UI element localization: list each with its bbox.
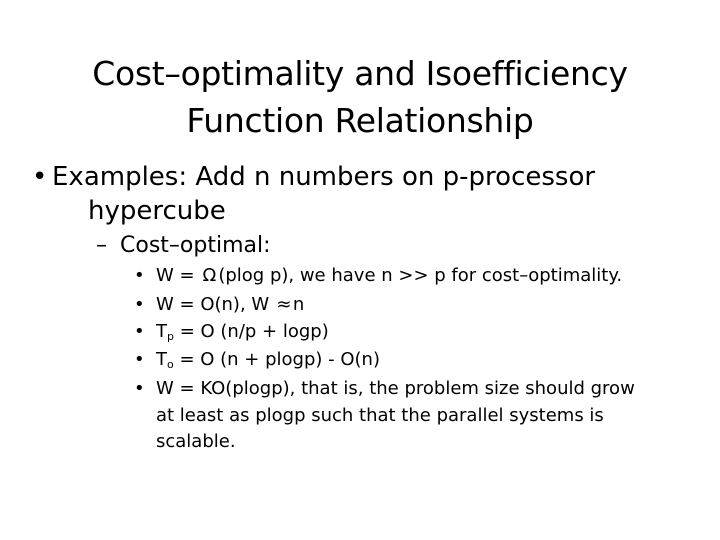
subbullet-marker: – — [96, 233, 107, 258]
item-2-post: n — [292, 294, 305, 315]
list-item — [134, 377, 635, 401]
bullet-marker: • — [32, 162, 48, 192]
item-1-post: (plog p), we have n >> p for cost–optimality. — [218, 265, 623, 286]
item-5-line-3: scalable. — [156, 431, 236, 452]
item-4-pre: T — [156, 349, 167, 370]
item-marker: • — [134, 349, 145, 370]
item-5-line-1: W = KO(plogp), that is, the problem size should grow — [156, 378, 635, 399]
item-5-line-2: at least as plogp such that the parallel systems is — [156, 405, 604, 426]
list-item — [134, 320, 329, 344]
item-1-pre: W = — [156, 265, 201, 286]
item-2-pre: W = O(n), W — [156, 294, 275, 315]
list-item — [134, 264, 622, 288]
subbullet-text: Cost–optimal: — [120, 233, 271, 258]
item-marker: • — [134, 265, 145, 286]
item-marker: • — [134, 378, 145, 399]
list-item — [134, 293, 304, 317]
list-item — [134, 348, 380, 372]
bullet-text-line-2: hypercube — [88, 196, 226, 226]
slide-title-line-1: Cost–optimality and Isoefficiency — [92, 54, 628, 93]
omega-symbol: Ω — [202, 265, 217, 286]
item-3-post: = O (n/p + logp) — [173, 321, 329, 342]
approx-symbol: ≈ — [276, 294, 292, 315]
item-3-subscript: p — [167, 330, 174, 343]
item-marker: • — [134, 321, 145, 342]
item-marker: • — [134, 294, 145, 315]
slide-title-line-2: Function Relationship — [186, 101, 534, 140]
item-4-subscript: o — [167, 358, 174, 371]
bullet-text-line-1: Examples: Add n numbers on p-processor — [52, 162, 596, 192]
item-3-pre: T — [156, 321, 167, 342]
item-4-post: = O (n + plogp) - O(n) — [173, 349, 380, 370]
